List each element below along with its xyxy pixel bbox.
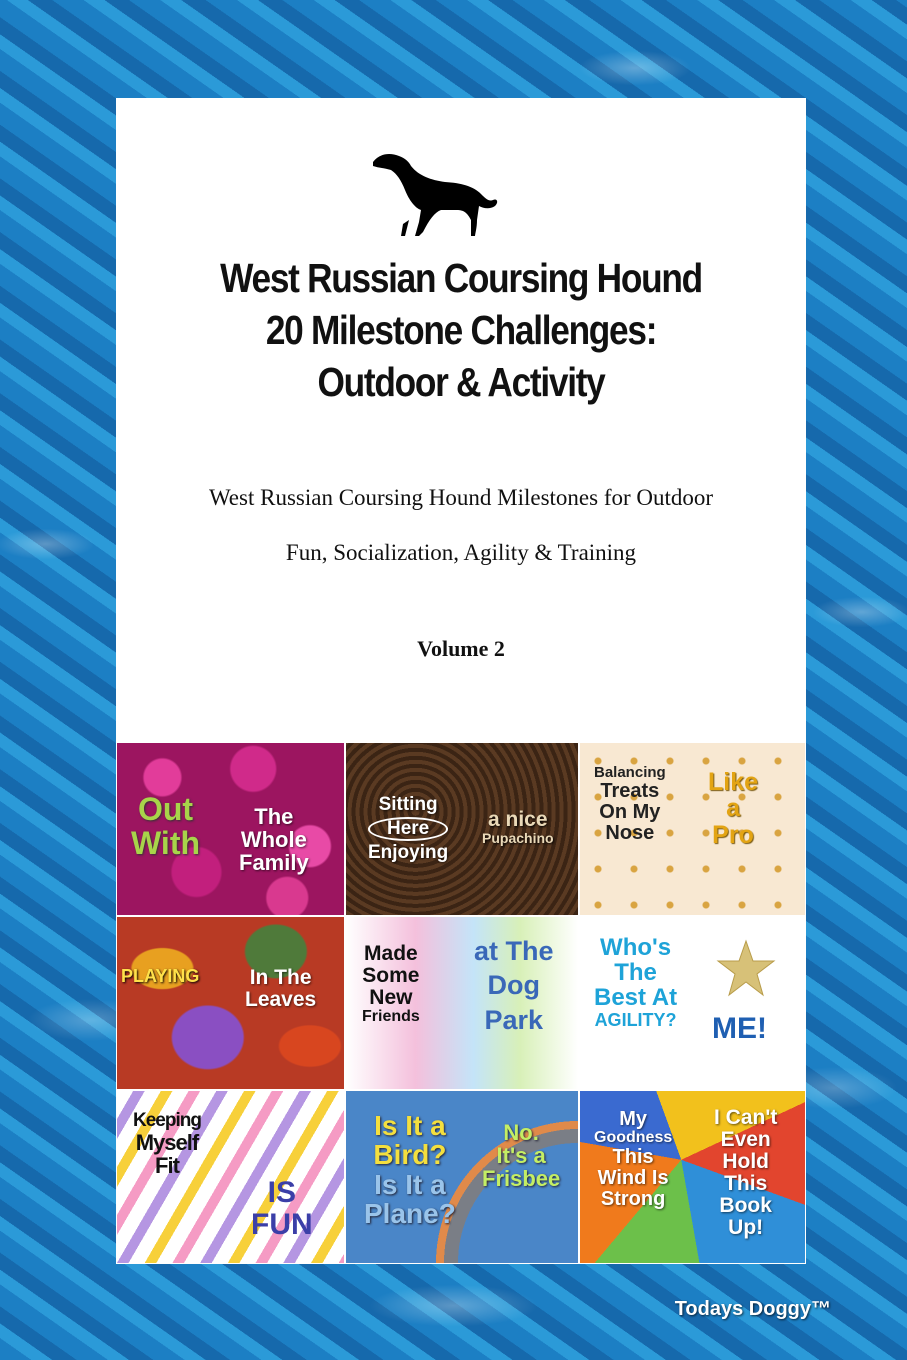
- tile-balancing-treats: [579, 742, 806, 916]
- title-line: West Russian Coursing Hound: [220, 255, 702, 301]
- tile-text: Wind Is: [597, 1166, 669, 1189]
- tile-playing-leaves: [116, 916, 345, 1090]
- tile-text: My: [619, 1108, 648, 1130]
- tile-text: Some: [362, 964, 420, 988]
- title-line: 20 Milestone Challenges:: [265, 307, 657, 353]
- tile-text: The: [614, 959, 657, 987]
- tile-grid: [116, 742, 806, 1264]
- tile-text: With: [131, 824, 201, 861]
- tile-text: In The: [249, 966, 312, 989]
- tile-text: Family: [239, 850, 309, 876]
- tile-text: Made: [364, 942, 418, 965]
- star-icon: [716, 939, 776, 999]
- tile-text: Is It a: [374, 1110, 446, 1141]
- tile-text: Goodness: [594, 1129, 673, 1146]
- tile-text: Here: [368, 817, 448, 841]
- tile-text: On My: [599, 800, 661, 823]
- tile-keeping-fit: [116, 1090, 345, 1264]
- tile-text: Hold: [722, 1150, 769, 1174]
- tile-best-agility: [579, 916, 806, 1090]
- tile-text: Nose: [605, 821, 655, 844]
- tile-text: Myself: [135, 1129, 199, 1155]
- tile-text: Like: [708, 768, 759, 796]
- tile-text: a nice: [488, 808, 548, 831]
- tile-text: Leaves: [245, 988, 317, 1012]
- tile-text: Strong: [600, 1187, 666, 1210]
- borzoi-silhouette-icon: [365, 150, 500, 240]
- tile-text: Plane?: [364, 1198, 456, 1230]
- tile-text: Even: [720, 1128, 771, 1152]
- tile-text: The: [254, 804, 294, 829]
- tile-text: FUN: [251, 1207, 313, 1241]
- tile-text: Park: [484, 1004, 544, 1035]
- tile-text: This: [724, 1172, 768, 1196]
- tile-text: No.: [503, 1120, 539, 1145]
- tile-text: Whole: [240, 827, 307, 853]
- tile-text: Book: [719, 1194, 772, 1218]
- volume-label: Volume 2: [417, 636, 505, 661]
- tile-text: It's a: [496, 1143, 546, 1169]
- tile-text: Frisbee: [482, 1166, 561, 1192]
- tile-frisbee: [345, 1090, 579, 1264]
- tile-text: Enjoying: [368, 841, 449, 863]
- tile-text: PLAYING: [121, 966, 200, 986]
- tile-text: Is It a: [374, 1168, 446, 1200]
- subtitle-line: West Russian Coursing Hound Milestones for Outdoor: [208, 485, 714, 510]
- title-line: Outdoor & Activity: [317, 359, 605, 405]
- tile-text: New: [369, 986, 413, 1010]
- tile-text: Out: [137, 791, 194, 827]
- tile-out-with-family: [116, 742, 345, 916]
- tile-text: Best At: [594, 984, 678, 1012]
- tile-text: AGILITY?: [594, 1009, 677, 1030]
- subtitle-line: Fun, Socialization, Agility & Training: [285, 540, 637, 565]
- tile-pupachino: [345, 742, 579, 916]
- tile-text: Fit: [155, 1153, 179, 1179]
- publisher-brand: Todays Doggy™: [674, 1298, 831, 1320]
- tile-text: Friends: [362, 1008, 420, 1026]
- tile-windy: [579, 1090, 806, 1264]
- tile-text: Bird?: [373, 1139, 447, 1171]
- tile-dog-park: [345, 916, 579, 1090]
- tile-text: a: [726, 794, 740, 823]
- tile-text: Who's: [600, 934, 672, 961]
- tile-text: Up!: [728, 1216, 764, 1240]
- tile-text: at The: [474, 936, 554, 966]
- tile-text: IS: [267, 1176, 296, 1209]
- tile-text: Treats: [600, 779, 660, 802]
- tile-text: Balancing: [594, 764, 666, 781]
- book-title: [164, 252, 757, 408]
- tile-text: This: [612, 1145, 654, 1168]
- tile-text: Pro: [712, 820, 754, 849]
- tile-text: Dog: [487, 970, 540, 1001]
- tile-text: I Can't: [714, 1106, 778, 1129]
- tile-text: Pupachino: [482, 830, 554, 847]
- tile-text: Keeping: [133, 1110, 201, 1131]
- tile-text: Sitting: [378, 794, 438, 815]
- tile-text: ME!: [712, 1012, 767, 1045]
